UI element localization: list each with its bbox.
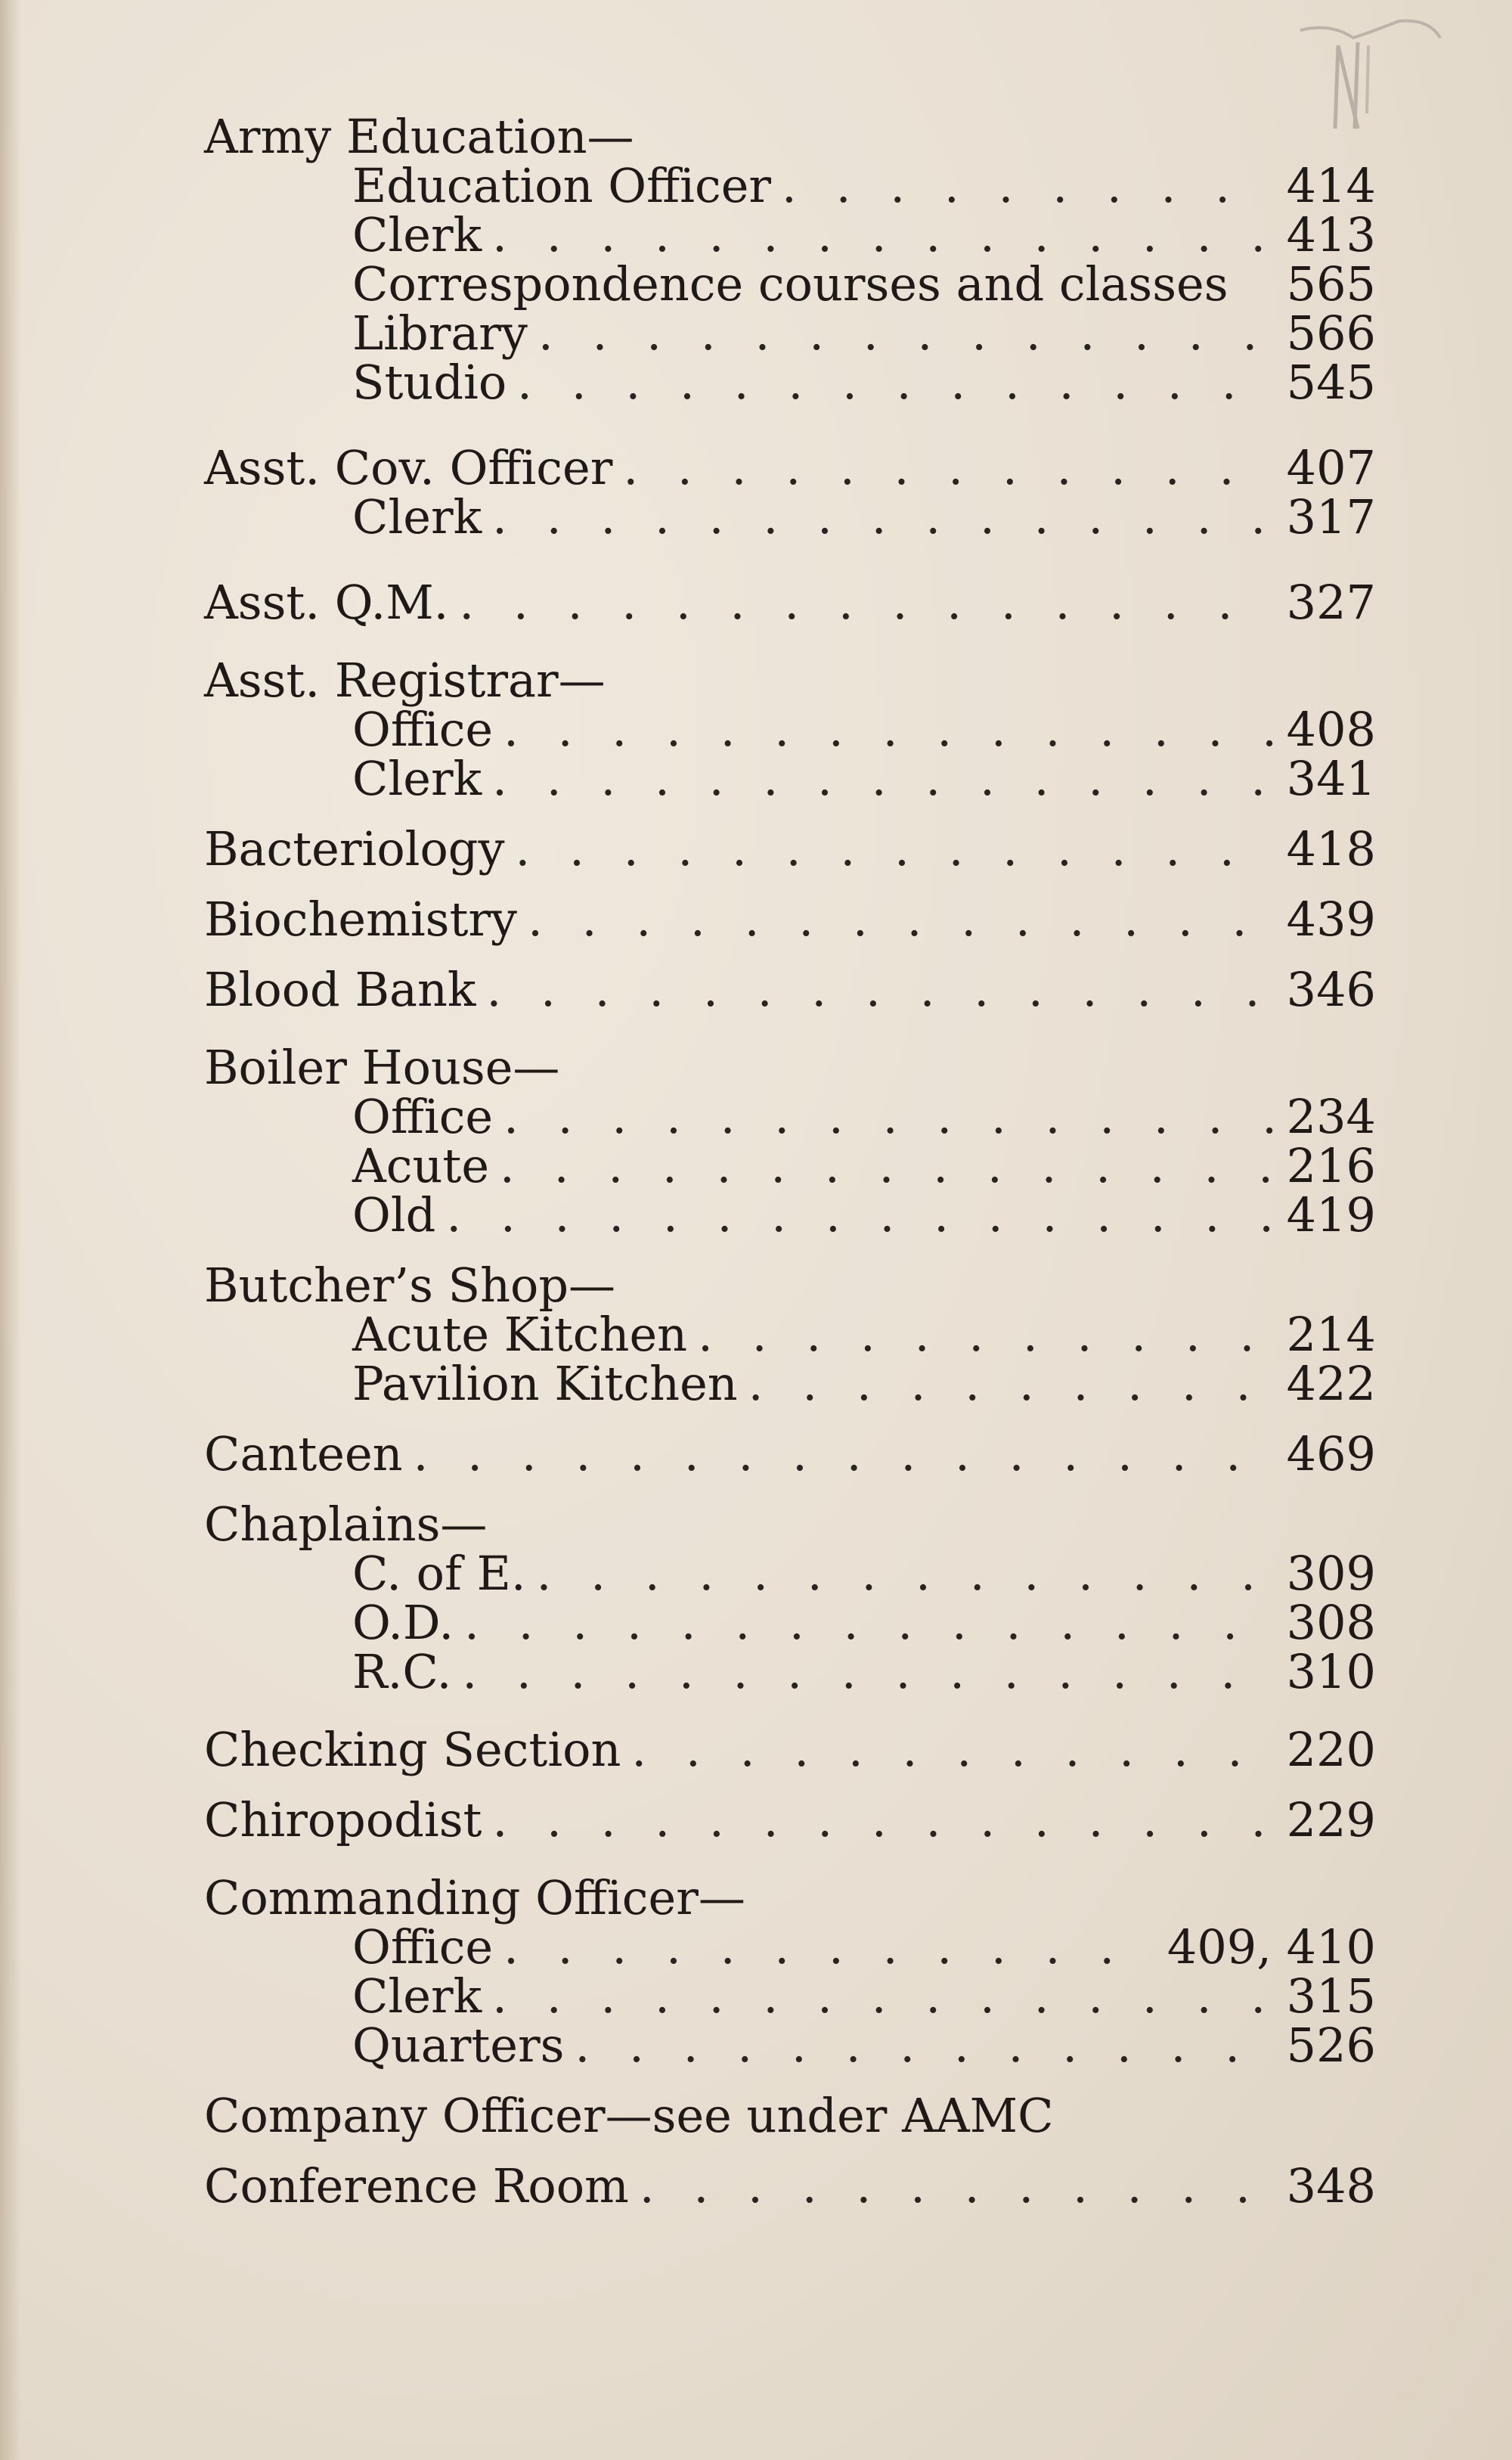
- sub-entry-row: [352, 1968, 1376, 2024]
- dot-leader: [462, 1647, 1272, 1696]
- entry-label: Biochemistry: [204, 892, 518, 947]
- sub-entry-row: [352, 1307, 1376, 1362]
- directory-entry: [204, 2088, 1376, 2143]
- entry-heading: Asst. Registrar—: [204, 653, 606, 708]
- dot-leader: [640, 2161, 1273, 2210]
- extension-number: 469: [1286, 1426, 1376, 1481]
- extension-number: 220: [1286, 1722, 1376, 1777]
- directory-entry: [204, 1497, 1376, 1699]
- dot-leader: [492, 1971, 1272, 2021]
- extension-number: 308: [1286, 1595, 1376, 1650]
- sub-entry-row: [352, 1356, 1376, 1411]
- entry-row: [204, 821, 1376, 876]
- entry-label: O.D.: [352, 1595, 454, 1650]
- entry-label: Office: [352, 1089, 494, 1144]
- directory-entries: [204, 109, 1376, 2213]
- dot-leader: [459, 578, 1272, 627]
- entry-label: Pavilion Kitchen: [352, 1356, 738, 1411]
- sub-entries: [204, 1546, 1376, 1699]
- dot-leader: [537, 1549, 1273, 1598]
- sub-entry-row: [352, 1546, 1376, 1601]
- entry-label: Education Officer: [352, 158, 772, 213]
- extension-number: 414: [1286, 158, 1376, 213]
- entry-label: Library: [352, 306, 528, 361]
- entry-heading: Chaplains—: [204, 1497, 488, 1552]
- sub-entries: [204, 1307, 1376, 1411]
- extension-number: 408: [1286, 702, 1376, 757]
- entry-label: Blood Bank: [204, 962, 476, 1017]
- entry-row: [204, 2158, 1376, 2213]
- entry-label: Clerk: [352, 489, 482, 544]
- directory-entry: [204, 1792, 1376, 1847]
- directory-entry: [204, 1870, 1376, 2073]
- entry-heading: Company Officer—see under AAMC: [204, 2088, 1054, 2143]
- entry-label: Acute Kitchen: [352, 1307, 688, 1362]
- sub-entries: [204, 702, 1376, 806]
- dot-leader: [503, 1092, 1273, 1141]
- entry-heading: Commanding Officer—: [204, 1870, 745, 1925]
- entry-label: Asst. Q.M.: [204, 575, 449, 630]
- entry-label: Checking Section: [204, 1722, 621, 1777]
- extension-number: 346: [1286, 962, 1376, 1017]
- dot-leader: [575, 2021, 1272, 2070]
- sub-entry-row: [352, 1919, 1376, 1975]
- directory-entry: [204, 109, 1376, 410]
- extension-number: 545: [1286, 355, 1376, 410]
- entry-label: C. of E.: [352, 1546, 526, 1601]
- extension-number: 422: [1286, 1356, 1376, 1411]
- dot-leader: [503, 1922, 1154, 1971]
- extension-number: 310: [1286, 1644, 1376, 1699]
- extension-number: 409, 410: [1167, 1919, 1376, 1975]
- sub-entry-row: [352, 1138, 1376, 1193]
- dot-leader: [528, 895, 1273, 944]
- extension-number: 419: [1286, 1187, 1376, 1242]
- extension-number: 413: [1286, 207, 1376, 262]
- sub-entry-row: [352, 355, 1376, 410]
- entry-label: Old: [352, 1187, 436, 1242]
- extension-number: 234: [1286, 1089, 1376, 1144]
- extension-number: 317: [1286, 489, 1376, 544]
- directory-entry: [204, 962, 1376, 1017]
- directory-entry: [204, 1722, 1376, 1777]
- entry-label: Studio: [352, 355, 507, 410]
- extension-number: 216: [1286, 1138, 1376, 1193]
- extension-number: 315: [1286, 1968, 1376, 2024]
- dot-leader: [464, 1598, 1273, 1647]
- extension-number: 214: [1286, 1307, 1376, 1362]
- directory-entry: [204, 1258, 1376, 1411]
- sub-entry-row: [352, 1595, 1376, 1650]
- dot-leader: [538, 309, 1273, 358]
- directory-entry: [204, 1426, 1376, 1481]
- entry-label: Office: [352, 702, 494, 757]
- extension-number: 348: [1286, 2158, 1376, 2213]
- directory-entry: [204, 892, 1376, 947]
- extension-number: 407: [1286, 440, 1376, 495]
- sub-entry-row: [352, 489, 1376, 544]
- dot-leader: [492, 492, 1272, 541]
- entry-label: Clerk: [352, 751, 482, 806]
- entry-row: [204, 1426, 1376, 1481]
- dot-leader: [492, 754, 1272, 803]
- entry-label: Acute: [352, 1138, 490, 1193]
- dot-leader: [698, 1310, 1273, 1359]
- sub-entry-row: [352, 751, 1376, 806]
- directory-entry: [204, 653, 1376, 806]
- extension-number: 565: [1286, 256, 1376, 312]
- dot-leader: [623, 443, 1272, 492]
- dot-leader: [503, 705, 1273, 754]
- entry-label: Clerk: [352, 207, 482, 262]
- dot-leader: [492, 210, 1272, 259]
- entry-heading: Butcher’s Shop—: [204, 1258, 616, 1313]
- sub-entries: [204, 1089, 1376, 1242]
- entry-label: Quarters: [352, 2018, 565, 2073]
- directory-entry: [204, 1040, 1376, 1242]
- extension-number: 229: [1286, 1792, 1376, 1847]
- extension-number: 566: [1286, 306, 1376, 361]
- extension-number: 439: [1286, 892, 1376, 947]
- entry-row: [204, 440, 1376, 495]
- dot-leader: [516, 824, 1273, 873]
- sub-entry-row: [352, 158, 1376, 213]
- dot-leader: [486, 965, 1272, 1014]
- entry-row: [204, 1722, 1376, 1777]
- dot-leader: [500, 1141, 1273, 1190]
- dot-leader: [414, 1429, 1273, 1478]
- dot-leader: [782, 161, 1273, 210]
- entry-row: [204, 1792, 1376, 1847]
- entry-row: [204, 575, 1376, 630]
- sub-entry-row: [352, 256, 1376, 312]
- entry-label: Asst. Cov. Officer: [204, 440, 613, 495]
- entry-label: Bacteriology: [204, 821, 505, 876]
- entry-label: Canteen: [204, 1426, 403, 1481]
- dot-leader: [517, 358, 1272, 407]
- extension-number: 418: [1286, 821, 1376, 876]
- entry-label: Conference Room: [204, 2158, 629, 2213]
- directory-entry: [204, 575, 1376, 630]
- sub-entry-row: [352, 1089, 1376, 1144]
- dot-leader: [748, 1359, 1273, 1408]
- directory-entry: [204, 821, 1376, 876]
- dot-leader: [492, 1795, 1272, 1844]
- sub-entry-row: [352, 306, 1376, 361]
- extension-number: 526: [1286, 2018, 1376, 2073]
- extension-number: 341: [1286, 751, 1376, 806]
- sub-entries: [204, 1919, 1376, 2073]
- entry-label: Correspondence courses and classes: [352, 256, 1228, 312]
- dot-leader: [446, 1190, 1272, 1239]
- entry-heading: Boiler House—: [204, 1040, 560, 1095]
- entry-row: [204, 962, 1376, 1017]
- directory-entry: [204, 2158, 1376, 2213]
- entry-heading: Army Education—: [204, 109, 634, 164]
- sub-entries: [204, 158, 1376, 410]
- entry-label: R.C.: [352, 1644, 452, 1699]
- sub-entry-row: [352, 207, 1376, 262]
- directory-entry: [204, 440, 1376, 544]
- sub-entry-row: [352, 702, 1376, 757]
- sub-entry-row: [352, 1187, 1376, 1242]
- entry-row: [204, 892, 1376, 947]
- sub-entry-row: [352, 2018, 1376, 2073]
- page-edge-shadow: [0, 0, 21, 2460]
- dot-leader: [631, 1725, 1272, 1774]
- entry-label: Office: [352, 1919, 494, 1975]
- sub-entry-row: [352, 1644, 1376, 1699]
- extension-number: 309: [1286, 1546, 1376, 1601]
- entry-label: Clerk: [352, 1968, 482, 2024]
- entry-label: Chiropodist: [204, 1792, 482, 1847]
- sub-entries: [204, 489, 1376, 544]
- extension-number: 327: [1286, 575, 1376, 630]
